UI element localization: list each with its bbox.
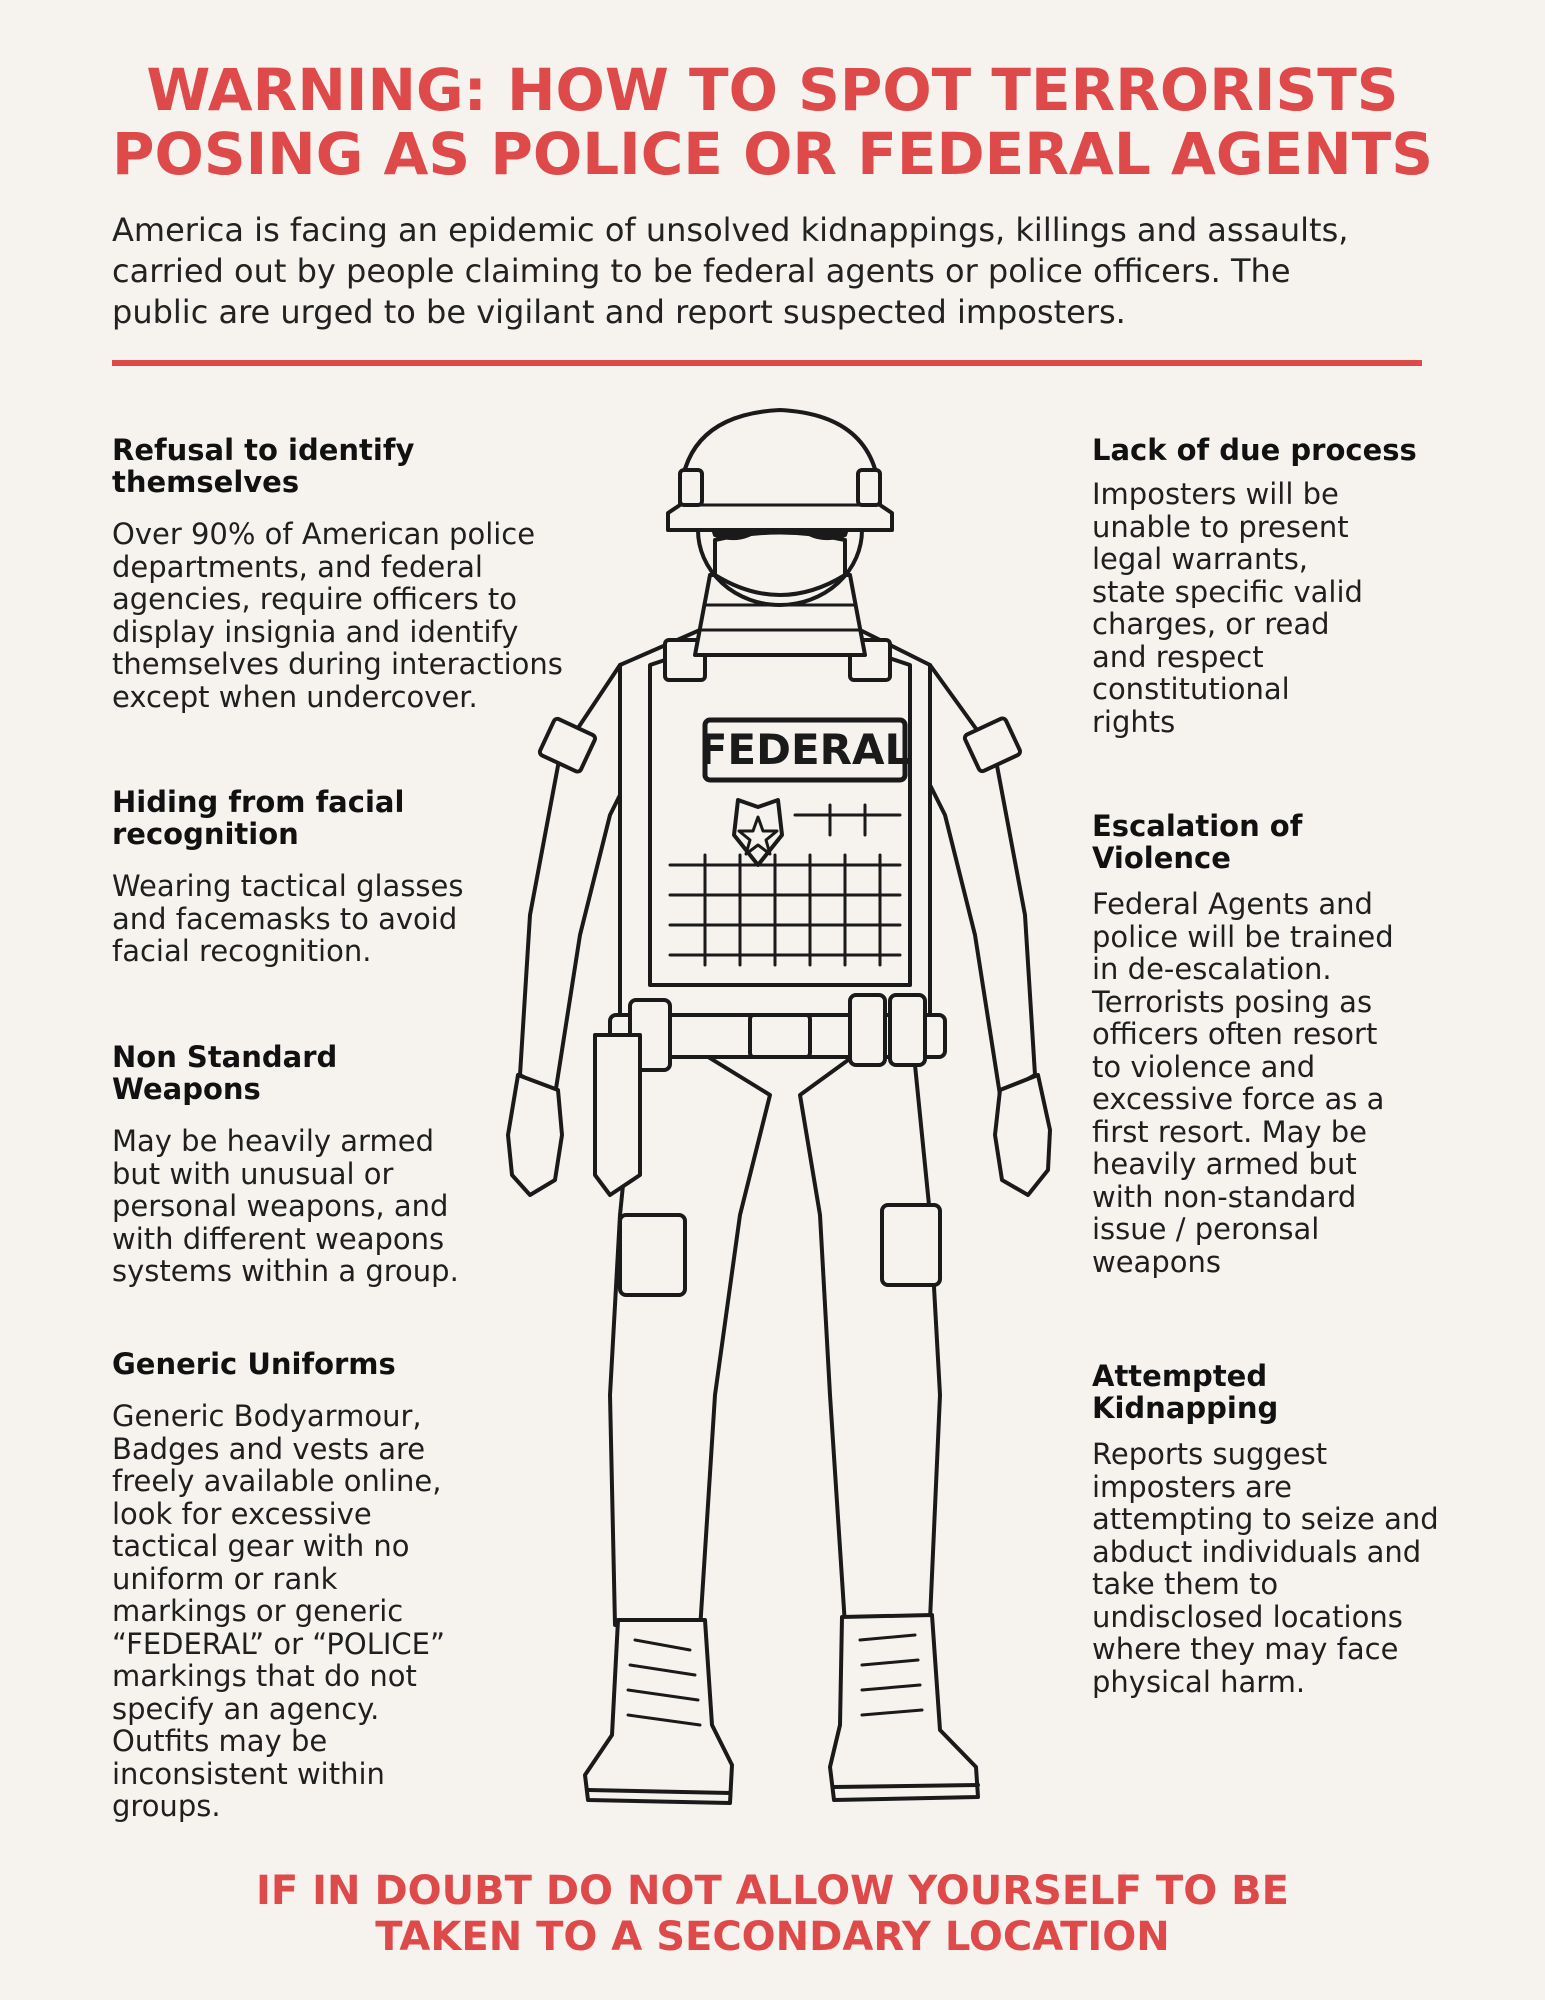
belt-buckle	[750, 1015, 810, 1057]
right-belt-pouch-1	[850, 995, 885, 1065]
title-line-1: WARNING: HOW TO SPOT TERRORISTS	[146, 56, 1399, 124]
federal-label-text: FEDERAL	[698, 725, 912, 774]
section-heading: Refusal to identify themselves	[112, 433, 415, 499]
section-heading: Non Standard Weapons	[112, 1040, 338, 1106]
section-body: Reports suggest imposters are attempting to seize and abduct individuals and take them to undisclosed locations where they may face physical harm.	[1092, 1437, 1439, 1699]
helmet-side-mount-right	[858, 470, 880, 505]
section-non-standard-weapons	[112, 1041, 532, 1288]
section-body: Imposters will be unable to present legal warrants, state specific valid charges, or read and respect constitutional rights	[1092, 477, 1363, 739]
holster	[595, 1035, 640, 1195]
footer-warning	[60, 1868, 1485, 1960]
tactical-agent-illustration	[500, 395, 1060, 1825]
face-mask-icon	[715, 533, 845, 596]
section-generic-uniforms	[112, 1348, 532, 1823]
intro-line-1: America is facing an epidemic of unsolved kidnappings, killings and assaults,	[112, 211, 1349, 249]
section-body: May be heavily armed but with unusual or personal weapons, and with different weapons systems within a group.	[112, 1124, 459, 1288]
footer-line-2: TAKEN TO A SECONDARY LOCATION	[375, 1914, 1170, 1960]
section-hiding-from-facial-recognition	[112, 786, 532, 968]
section-heading: Hiding from facial recognition	[112, 785, 405, 851]
section-heading: Escalation of Violence	[1092, 809, 1303, 875]
divider	[112, 360, 1422, 366]
section-escalation-of-violence	[1092, 810, 1522, 1278]
right-boot	[830, 1615, 978, 1800]
intro-paragraph	[112, 210, 1432, 333]
intro-line-2: carried out by people claiming to be federal agents or police officers. The	[112, 252, 1291, 290]
title-line-2: POSING AS POLICE OR FEDERAL AGENTS	[112, 120, 1433, 188]
right-cargo-pocket	[882, 1205, 940, 1285]
left-cargo-pocket	[620, 1215, 685, 1295]
section-heading: Generic Uniforms	[112, 1347, 396, 1381]
section-attempted-kidnapping	[1092, 1360, 1532, 1698]
right-leg	[800, 1015, 940, 1625]
footer-line-1: IF IN DOUBT DO NOT ALLOW YOURSELF TO BE	[256, 1868, 1289, 1914]
right-glove	[995, 1075, 1050, 1195]
right-belt-pouch-2	[890, 995, 925, 1065]
section-heading: Lack of due process	[1092, 433, 1417, 467]
section-body: Generic Bodyarmour, Badges and vests are freely available online, look for excessive tactical gear with no uniform or rank markings or generic “FEDERAL” or “POLICE” markings that do not specify an agency. Outfits may be inconsistent within groups.	[112, 1399, 446, 1823]
left-glove	[508, 1075, 562, 1195]
section-body: Federal Agents and police will be trained in de-escalation. Terrorists posing as officers often resort to violence and excessive force as a first resort. May be heavily armed but with non-standard issue / peronsal weapons	[1092, 887, 1394, 1279]
section-body: Wearing tactical glasses and facemasks to avoid facial recognition.	[112, 869, 464, 968]
section-body: Over 90% of American police departments, and federal agencies, require officers to display insignia and identify themselves during interactions except when undercover.	[112, 517, 563, 714]
helmet-side-mount-left	[680, 470, 702, 505]
intro-line-3: public are urged to be vigilant and report suspected imposters.	[112, 293, 1126, 331]
left-boot	[585, 1620, 732, 1803]
section-heading: Attempted Kidnapping	[1092, 1359, 1279, 1425]
page-title	[60, 58, 1485, 186]
section-lack-of-due-process	[1092, 434, 1522, 738]
